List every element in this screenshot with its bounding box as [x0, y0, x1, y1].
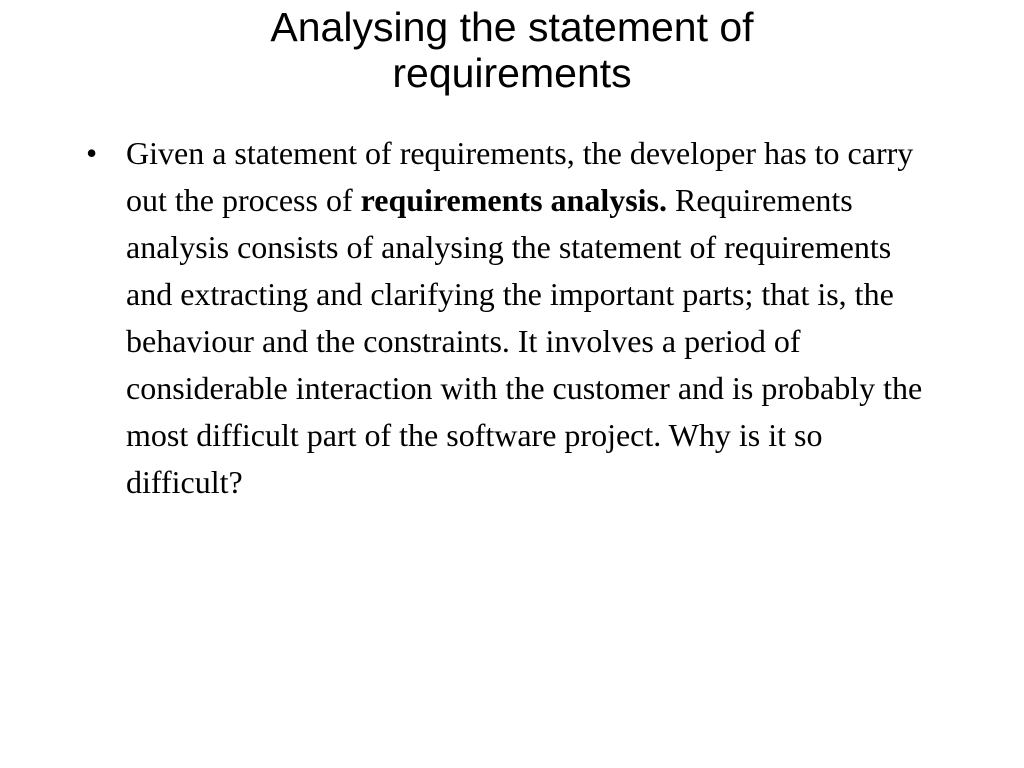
bullet-item: [86, 130, 926, 506]
bullet-icon: •: [86, 135, 98, 171]
paragraph-text-start: Given a statement of requirements, the developer has to carry out the process of: [126, 135, 914, 218]
slide-title-line-1: Analysing the statement of: [270, 4, 754, 50]
paragraph-text-end: Requirements analysis consists of analysing the statement of requirements and extracting and clarifying the important parts; that is, the behaviour and the constraints. It involves a period of considerable interaction with the customer and is probably the most difficult part of the software project. Why is it so difficult?: [126, 182, 923, 500]
slide-title-line-2: requirements: [392, 50, 632, 96]
slide-title: [150, 4, 874, 96]
paragraph-bold-term: requirements analysis.: [360, 182, 667, 218]
bullet-list: [86, 130, 946, 506]
